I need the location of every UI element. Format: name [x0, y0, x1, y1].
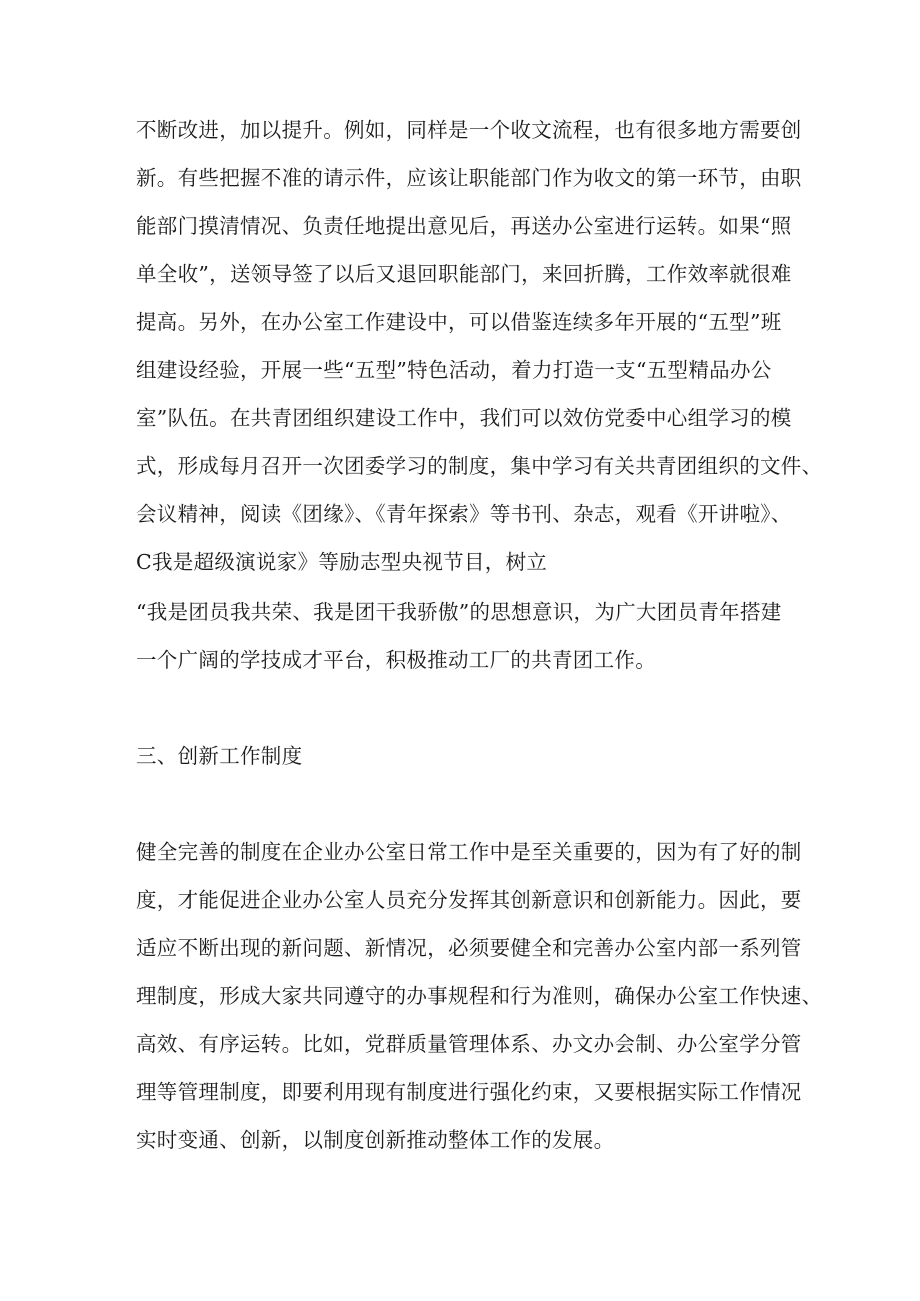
- paragraph-line: 新。有些把握不准的请示件，应该让职能部门作为收文的第一环节，由职: [136, 166, 802, 190]
- paragraph-line: 适应不断出现的新问题、新情况，必须要健全和完善办公室内部一系列管: [136, 936, 802, 960]
- paragraph-line: 组建设经验，开展一些“五型”特色活动，着力打造一支“五型精品办公: [136, 358, 772, 382]
- paragraph-line: 式，形成每月召开一次团委学习的制度，集中学习有关共青团组织的文件、: [136, 454, 823, 478]
- paragraph-line: C我是超级演说家》等励志型央视节目，树立: [136, 550, 548, 574]
- paragraph-line: “我是团员我共荣、我是团干我骄傲”的思想意识，为广大团员青年搭建: [136, 600, 782, 624]
- section-heading: 三、创新工作制度: [136, 744, 303, 768]
- paragraph-line: 会议精神，阅读《团缘》、《青年探索》等书刊、杂志，观看《开讲啦》、: [136, 502, 792, 526]
- paragraph-line: 单全收”，送领导签了以后又退回职能部门，来回折腾，工作效率就很难: [136, 262, 792, 286]
- paragraph-line: 实时变通、创新，以制度创新推动整体工作的发展。: [136, 1128, 615, 1152]
- paragraph-line: 一个广阔的学技成才平台，积极推动工厂的共青团工作。: [136, 648, 656, 672]
- paragraph-line: 不断改进，加以提升。例如，同样是一个收文流程，也有很多地方需要创: [136, 118, 802, 142]
- paragraph-line: 理等管理制度，即要利用现有制度进行强化约束，又要根据实际工作情况: [136, 1080, 802, 1104]
- paragraph-line: 提高。另外，在办公室工作建设中，可以借鉴连续多年开展的“五型”班: [136, 310, 782, 334]
- paragraph-line: 度，才能促进企业办公室人员充分发挥其创新意识和创新能力。因此，要: [136, 888, 802, 912]
- paragraph-line: 理制度，形成大家共同遵守的办事规程和行为准则，确保办公室工作快速、: [136, 984, 823, 1008]
- paragraph-line: 健全完善的制度在企业办公室日常工作中是至关重要的，因为有了好的制: [136, 840, 802, 864]
- paragraph-line: 高效、有序运转。比如，党群质量管理体系、办文办会制、办公室学分管: [136, 1032, 802, 1056]
- paragraph-line: 能部门摸清情况、负责任地提出意见后，再送办公室进行运转。如果“照: [136, 214, 792, 238]
- paragraph-line: 室”队伍。在共青团组织建设工作中，我们可以效仿党委中心组学习的模: [136, 406, 792, 430]
